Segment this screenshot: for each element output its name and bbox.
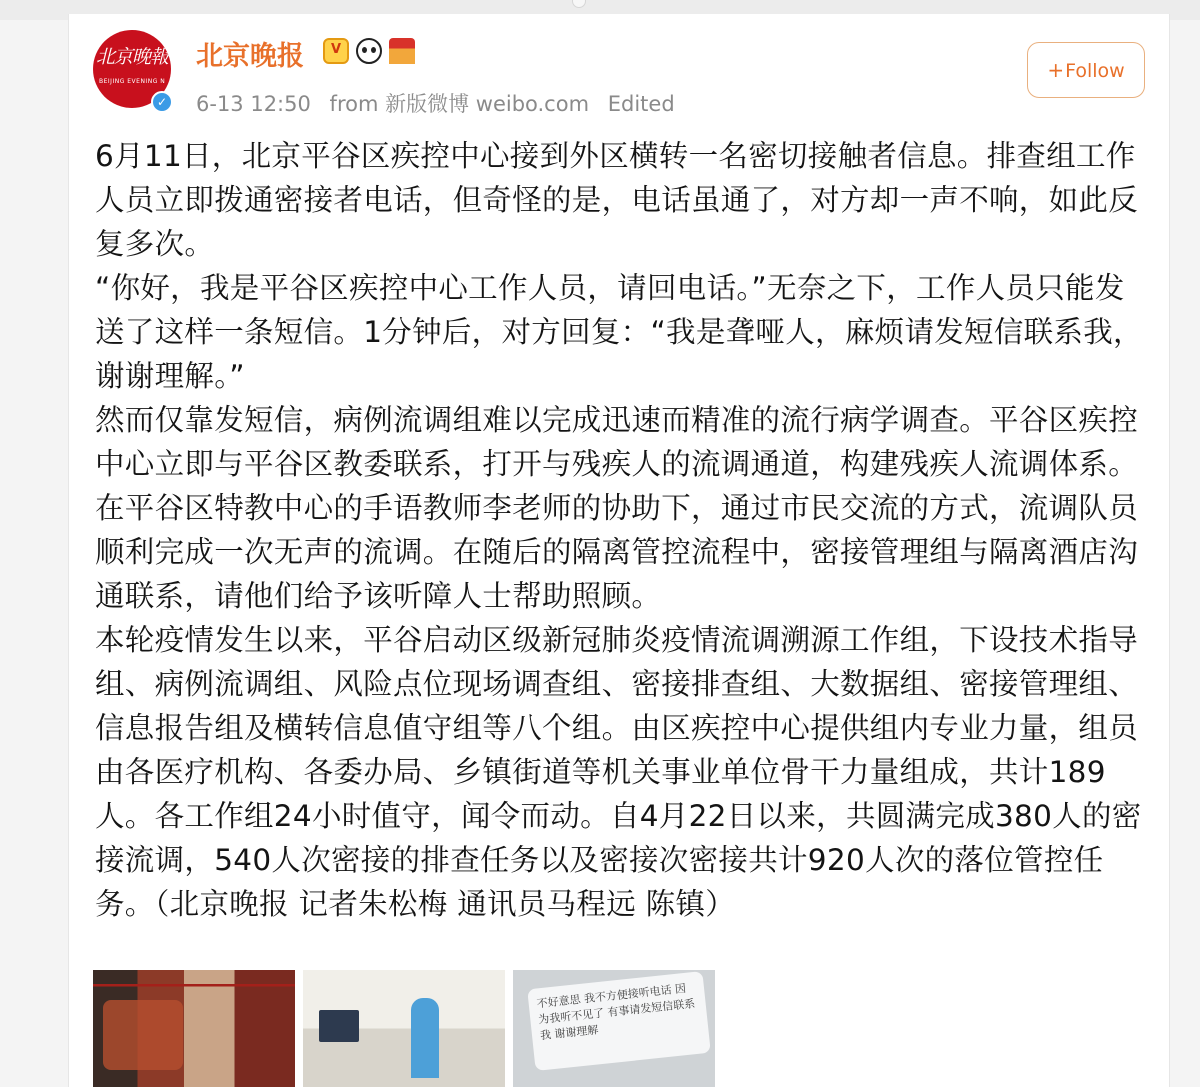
- window-dot-icon: [572, 0, 586, 8]
- vip-crown-icon[interactable]: [323, 38, 349, 64]
- avatar-logo-subtext: BEIJING EVENING N: [99, 78, 166, 85]
- post-body-text: 6月11日，北京平谷区疾控中心接到外区横转一名密切接触者信息。排查组工作人员立即拨通密接者电话，但奇怪的是，电话虽通了，对方却一声不响，如此反复多次。 “你好，我是平谷区疾控中心工作人员，请回电话。”无奈之下，工作人员只能发送了这样一条短信。1分钟后，对方回复：“我是聋哑人，麻烦请发短信联系我，谢谢理解。” 然而仅靠发短信，病例流调组难以完成迅速而精准的流行病学调查。平谷区疾控中心立即与平谷区教委联系，打开与残疾人的流调通道，构建残疾人流调体系。在平谷区特教中心的手语教师李老师的协助下，通过市民交流的方式，流调队员顺利完成一次无声的流调。在随后的隔离管控流程中，密接管理组与隔离酒店沟通联系，请他们给予该听障人士帮助照顾。 本轮疫情发生以来，平谷启动区级新冠肺炎疫情流调溯源工作组，下设技术指导组、病例流调组、风险点位现场调查组、密接排查组、大数据组、密接管理组、信息报告组及横转信息值守组等八个组。由区疾控中心提供组内专业力量，组员由各医疗机构、各委办局、乡镇街道等机关事业单位骨干力量组成，共计189人。各工作组24小时值守，闻令而动。自4月22日以来，共圆满完成380人的密接流调，540人次密接的排查任务以及密接次密接共计920人次的落位管控任务。（北京晚报 记者朱松梅 通讯员马程远 陈镇）: [95, 139, 1143, 921]
- sms-message-text: 不好意思 我不方便接听电话 因为我听不见了 有事请发短信联系我 谢谢理解: [527, 971, 711, 1071]
- image-gallery: [93, 970, 733, 1087]
- panda-icon[interactable]: [356, 38, 382, 64]
- post-image-1[interactable]: [93, 970, 295, 1087]
- badge-row: [323, 38, 417, 66]
- gate-icon[interactable]: [389, 38, 415, 64]
- edited-label[interactable]: Edited: [607, 92, 675, 116]
- weibo-post-card: [68, 14, 1170, 1087]
- follow-button[interactable]: [1027, 42, 1145, 98]
- avatar-logo-text: 北京晚報: [95, 46, 168, 68]
- verified-icon: ✓: [151, 91, 173, 113]
- post-source: from 新版微博 weibo.com: [329, 92, 590, 116]
- post-meta: [196, 88, 687, 118]
- account-name[interactable]: 北京晚报: [196, 41, 304, 72]
- plus-icon: +: [1047, 58, 1065, 82]
- post-timestamp[interactable]: 6-13 12:50: [196, 92, 311, 116]
- follow-label: Follow: [1065, 60, 1125, 82]
- post-image-3[interactable]: [513, 970, 715, 1087]
- post-image-2[interactable]: [303, 970, 505, 1087]
